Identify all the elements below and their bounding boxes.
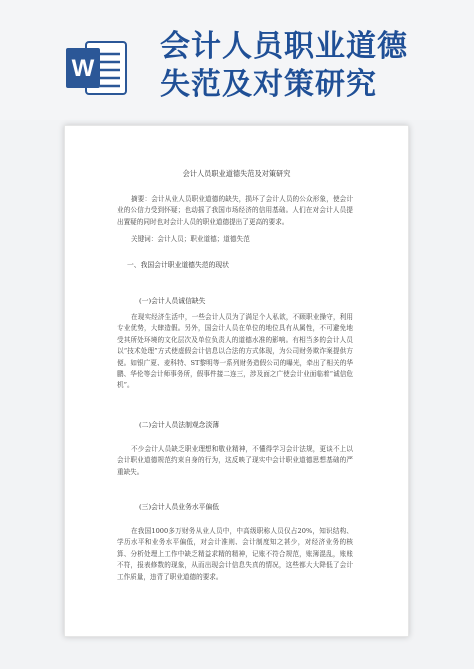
subsection-heading-2: (二)会计人员法制观念淡薄 bbox=[139, 421, 220, 429]
section-heading-1: 一、我国会计职业道德失范的现状 bbox=[127, 261, 229, 269]
paragraph-3: 在我国1000多万财务从业人员中，中高级职称人员仅占20%，知识结构、学历水平和业务水平偏低，对会计准则、会计制度知之甚少，对经济业务的核算、分析处理上工作中缺乏精益求精的精神，记账不符合规范，账簿混乱，账账不符，报表修数的现象，从而出现会计信息失真的情况，这些都大大降低了会计工作质量，违背了职业道德的要求。 bbox=[117, 527, 353, 581]
document-page bbox=[64, 125, 409, 637]
document-title: 会计人员职业道德失范及对策研究 bbox=[182, 169, 291, 178]
banner bbox=[0, 0, 474, 120]
page-title bbox=[160, 28, 460, 104]
title-line-1: 会计人员职业道德 bbox=[160, 29, 408, 64]
paragraph-2: 不少会计人员缺乏职业理想和敬业精神，不懂得学习会计法规，更谈不上以会计职业道德规范约束自身的行为，这反映了现实中会计职业道德思想基础的严重缺失。 bbox=[117, 445, 353, 476]
document-body bbox=[65, 126, 408, 636]
abstract-paragraph: 摘要：会计从业人员职业道德的缺失，损坏了会计人员的公众形象，使会计业的公信力受到怀疑；也动摇了我国市场经济的信用基础。人们在对会计人员提出置疑的同时也对会计人员的职业道德提出了更高的要求。 bbox=[117, 195, 353, 226]
paragraph-1: 在现实经济生活中，一些会计人员为了满足个人私欲，不顾职业操守，利用专业优势，大肆造假。另外，国会计人员在单位的地位具有从属性，不可避免地受其所处环境的文化层次及单位负责人的道德水准的影响。有相当多的会计人员以“技术处理”方式使虚假会计信息以合法的方式体现，为公司财务欺诈案提供方便。如银广夏、麦科特、ST黎明等一系列财务造假公司的曝光，牵出了相关的华鹏、华伦等会计师事务所，假事件接二连三，涉及面之广使会计业面临着“诚信危机”。 bbox=[117, 313, 353, 390]
subsection-heading-1: (一)会计人员诚信缺失 bbox=[139, 297, 206, 305]
word-document-icon bbox=[66, 40, 128, 96]
keywords-line: 关键词：会计人员；职业道德；道德失范 bbox=[131, 235, 250, 243]
title-line-2: 失范及对策研究 bbox=[160, 67, 377, 102]
subsection-heading-3: (三)会计人员业务水平偏低 bbox=[139, 503, 220, 511]
word-logo-letter: W bbox=[71, 55, 95, 82]
